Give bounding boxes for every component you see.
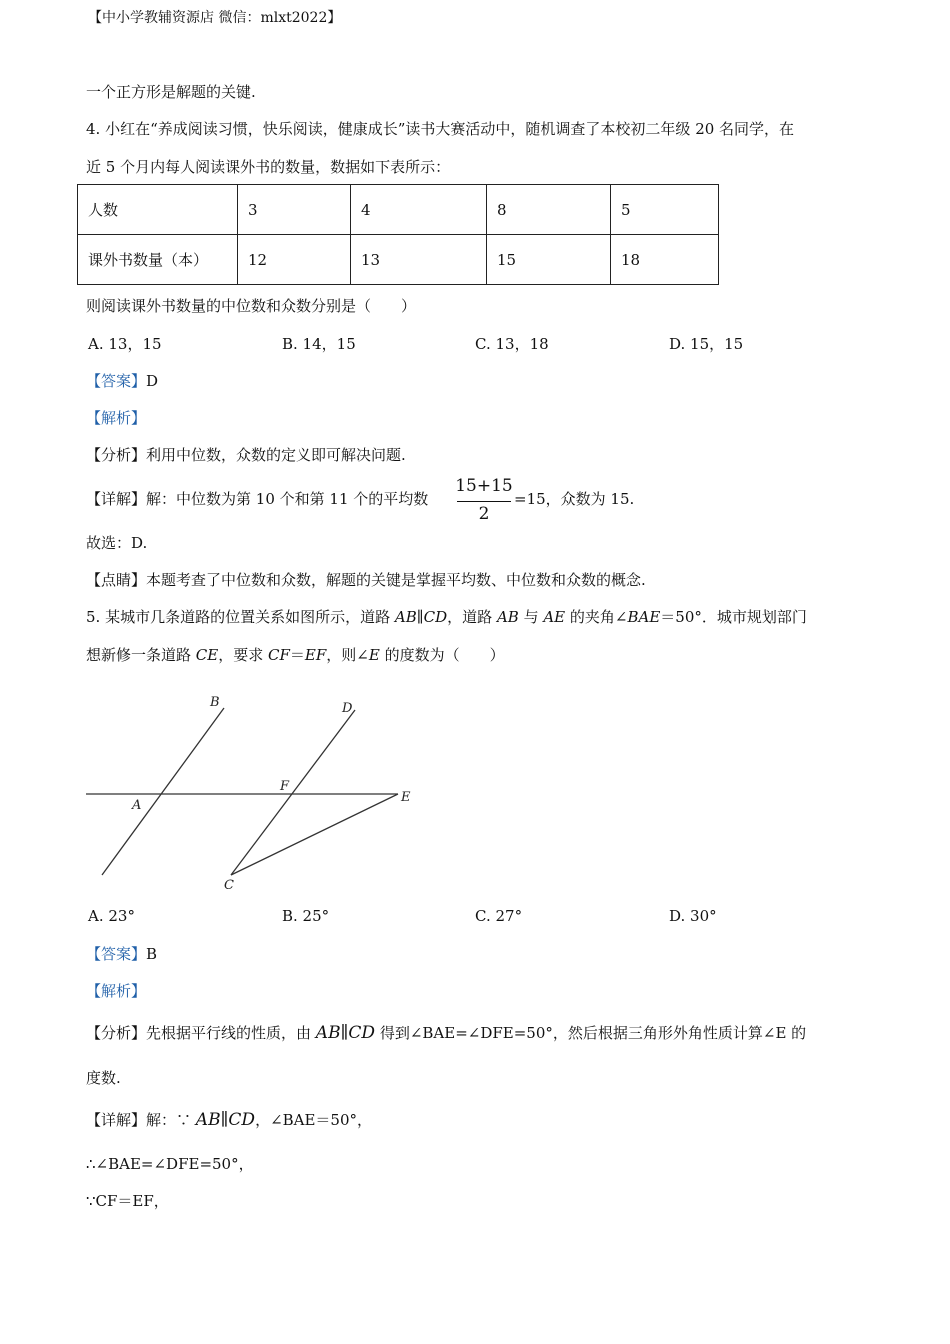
q5-answer (86, 944, 157, 964)
table-cell: 3 (238, 185, 351, 235)
fraction-denominator: 2 (478, 504, 490, 524)
table-cell: 18 (611, 235, 719, 285)
q4-detail (86, 489, 428, 509)
q5-geometry-figure (80, 688, 420, 894)
q5-option-d: D. 30° (669, 907, 717, 925)
q4-jiexi-tag: 【解析】 (86, 409, 147, 427)
math-span: CE (195, 646, 219, 664)
text-span: ，则∠ (326, 646, 369, 664)
table-cell: 5 (611, 185, 719, 235)
text-span: 5. 某城市几条道路的位置关系如图所示，道路 (86, 608, 395, 626)
q5-stem-line1 (86, 607, 807, 627)
text-span: ＝ (289, 646, 305, 664)
math-span: AE (543, 608, 566, 626)
text-span: 的度数为（ ） (379, 646, 505, 664)
math-span: BAE (627, 608, 661, 626)
math-span: EF (304, 646, 327, 664)
label-f: F (280, 779, 290, 794)
answer-value: D (146, 372, 159, 390)
line-ce (231, 794, 398, 875)
text-span: 想新修一条道路 (86, 646, 196, 664)
q5-stem-line2 (86, 645, 505, 665)
answer-value: B (146, 945, 158, 963)
analysis-tag: 【分析】 (86, 446, 147, 464)
analysis-text: 利用中位数，众数的定义即可解决问题. (146, 446, 406, 464)
detail-tag: 【详解】 (86, 1111, 147, 1129)
table-cell: 4 (351, 185, 487, 235)
detail-tag: 【详解】 (86, 490, 147, 508)
label-e: E (401, 790, 411, 805)
line-cd (231, 710, 355, 875)
q5-analysis-line2: 度数. (86, 1069, 121, 1087)
math-span: CF (268, 646, 290, 664)
comment-tag: 【点睛】 (86, 571, 147, 589)
math-span: E (368, 646, 380, 664)
q4-option-d: D. 15，15 (669, 335, 744, 353)
q5-analysis-line1 (86, 1023, 806, 1043)
q4-detail-post: =15，众数为 15. (514, 490, 635, 508)
table-cell: 人数 (78, 185, 238, 235)
q4-option-b: B. 14，15 (282, 335, 356, 353)
label-a: A (132, 798, 142, 813)
q4-question: 则阅读课外书数量的中位数和众数分别是（ ） (86, 297, 417, 315)
detail-math: AB∥CD (195, 1110, 256, 1130)
line-ab (102, 708, 224, 875)
q5-step1: ∴∠BAE=∠DFE=50°， (86, 1155, 254, 1173)
table-cell: 12 (238, 235, 351, 285)
detail-post: ，∠BAE＝50°， (255, 1111, 373, 1129)
q5-detail (86, 1110, 372, 1130)
table-row (78, 185, 719, 235)
fraction-bar (457, 501, 511, 502)
table-row (78, 235, 719, 285)
math-span: AB∥CD (394, 608, 448, 626)
detail-pre: 解：中位数为第 10 个和第 11 个的平均数 (146, 490, 429, 508)
q4-choose: 故选：D. (86, 534, 148, 552)
analysis-math: AB∥CD (315, 1023, 376, 1043)
header-source: 【中小学教辅资源店 微信：mlxt2022】 (88, 10, 342, 26)
table-cell: 15 (487, 235, 611, 285)
q5-option-c: C. 27° (475, 907, 523, 925)
text-span: ，要求 (218, 646, 268, 664)
answer-tag: 【答案】 (86, 945, 147, 963)
answer-tag: 【答案】 (86, 372, 147, 390)
q5-step2: ∵CF＝EF， (86, 1192, 169, 1210)
analysis-pre: 先根据平行线的性质，由 (146, 1024, 316, 1042)
table-cell: 8 (487, 185, 611, 235)
analysis-tag: 【分析】 (86, 1024, 147, 1042)
q4-fraction (455, 476, 513, 526)
q4-analysis (86, 445, 406, 465)
table-cell: 13 (351, 235, 487, 285)
q4-stem-line1: 4. 小红在“养成阅读习惯，快乐阅读，健康成长”读书大赛活动中，随机调查了本校初二年级 20 名同学，在 (86, 120, 795, 138)
text-span: ＝50°．城市规划部门 (660, 608, 807, 626)
text-span: 与 (518, 608, 544, 626)
q4-stem-line2: 近 5 个月内每人阅读课外书的数量，数据如下表所示： (86, 158, 451, 176)
detail-pre: 解：∵ (146, 1111, 196, 1129)
text-span: 的夹角∠ (565, 608, 628, 626)
q5-option-b: B. 25° (282, 907, 330, 925)
q5-jiexi-tag: 【解析】 (86, 982, 147, 1000)
table-cell: 课外书数量（本） (78, 235, 238, 285)
lead-line: 一个正方形是解题的关键. (86, 83, 256, 101)
comment-text: 本题考查了中位数和众数，解题的关键是掌握平均数、中位数和众数的概念. (146, 571, 646, 589)
q4-answer (86, 371, 158, 391)
label-d: D (342, 701, 353, 716)
label-c: C (224, 878, 234, 893)
q4-option-c: C. 13，18 (475, 335, 549, 353)
q5-option-a: A. 23° (88, 907, 135, 925)
q4-data-table (77, 184, 719, 285)
fraction-numerator: 15+15 (455, 476, 513, 496)
q4-option-a: A. 13，15 (88, 335, 162, 353)
q4-comment (86, 570, 646, 590)
text-span: ，道路 (447, 608, 497, 626)
analysis-post: 得到∠BAE=∠DFE=50°，然后根据三角形外角性质计算∠E 的 (375, 1024, 807, 1042)
math-span: AB (496, 608, 519, 626)
label-b: B (210, 695, 220, 710)
